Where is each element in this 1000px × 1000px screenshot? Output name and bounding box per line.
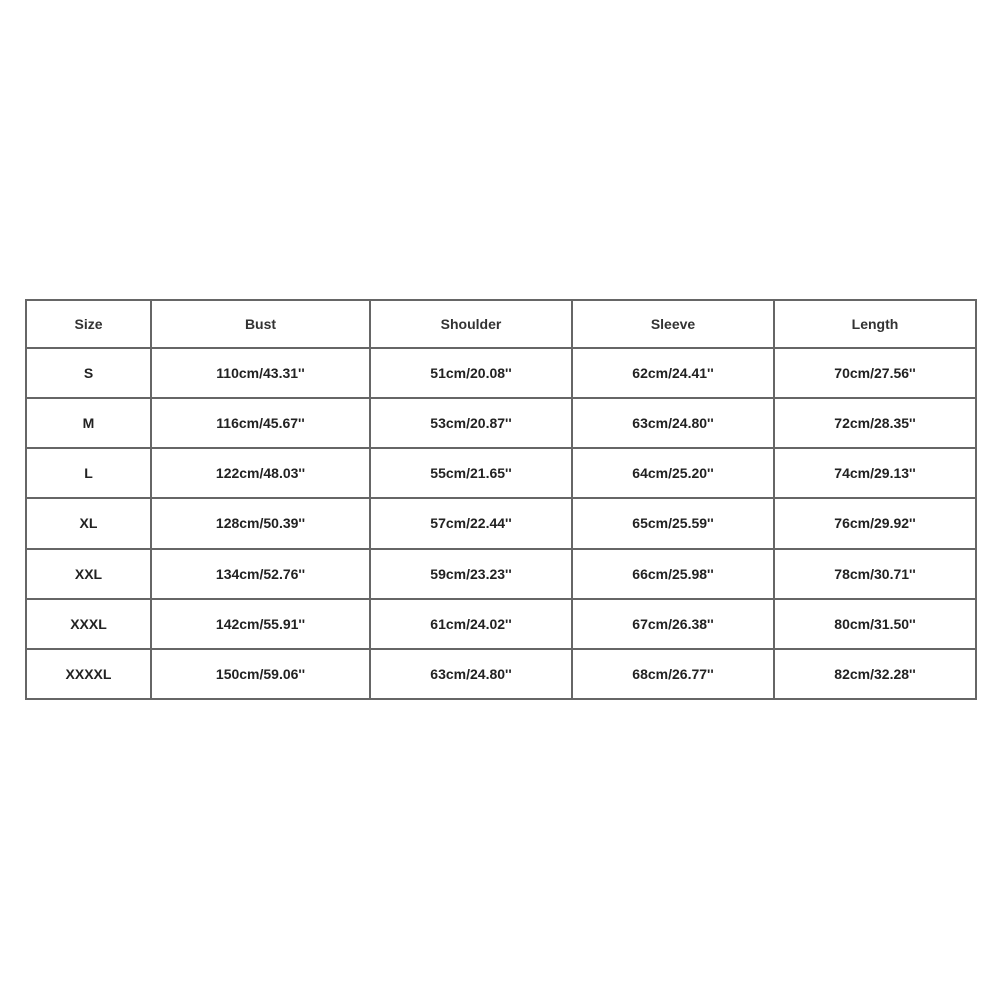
shoulder-cell: 51cm/20.08'' (370, 348, 572, 398)
bust-cell: 142cm/55.91'' (151, 599, 370, 649)
sleeve-cell: 64cm/25.20'' (572, 448, 774, 498)
bust-cell: 128cm/50.39'' (151, 498, 370, 548)
size-cell: XXL (26, 549, 151, 599)
sleeve-cell: 63cm/24.80'' (572, 398, 774, 448)
sleeve-cell: 66cm/25.98'' (572, 549, 774, 599)
bust-cell: 116cm/45.67'' (151, 398, 370, 448)
sleeve-cell: 62cm/24.41'' (572, 348, 774, 398)
size-cell: XL (26, 498, 151, 548)
sleeve-cell: 68cm/26.77'' (572, 649, 774, 699)
shoulder-cell: 59cm/23.23'' (370, 549, 572, 599)
shoulder-cell: 55cm/21.65'' (370, 448, 572, 498)
bust-cell: 110cm/43.31'' (151, 348, 370, 398)
size-cell: S (26, 348, 151, 398)
shoulder-cell: 53cm/20.87'' (370, 398, 572, 448)
table-row (26, 649, 976, 699)
length-cell: 80cm/31.50'' (774, 599, 976, 649)
length-cell: 76cm/29.92'' (774, 498, 976, 548)
size-cell: M (26, 398, 151, 448)
size-cell: L (26, 448, 151, 498)
shoulder-cell: 57cm/22.44'' (370, 498, 572, 548)
table-row (26, 498, 976, 548)
sleeve-cell: 67cm/26.38'' (572, 599, 774, 649)
table-row (26, 348, 976, 398)
header-shoulder: Shoulder (370, 300, 572, 348)
bust-cell: 134cm/52.76'' (151, 549, 370, 599)
table-header-row (26, 300, 976, 348)
length-cell: 72cm/28.35'' (774, 398, 976, 448)
header-sleeve: Sleeve (572, 300, 774, 348)
header-size: Size (26, 300, 151, 348)
table-row (26, 599, 976, 649)
header-length: Length (774, 300, 976, 348)
size-cell: XXXXL (26, 649, 151, 699)
length-cell: 70cm/27.56'' (774, 348, 976, 398)
length-cell: 74cm/29.13'' (774, 448, 976, 498)
shoulder-cell: 63cm/24.80'' (370, 649, 572, 699)
sleeve-cell: 65cm/25.59'' (572, 498, 774, 548)
length-cell: 82cm/32.28'' (774, 649, 976, 699)
header-bust: Bust (151, 300, 370, 348)
size-cell: XXXL (26, 599, 151, 649)
table-row (26, 398, 976, 448)
bust-cell: 122cm/48.03'' (151, 448, 370, 498)
length-cell: 78cm/30.71'' (774, 549, 976, 599)
shoulder-cell: 61cm/24.02'' (370, 599, 572, 649)
table-row (26, 448, 976, 498)
size-chart-table (25, 299, 977, 700)
bust-cell: 150cm/59.06'' (151, 649, 370, 699)
table-row (26, 549, 976, 599)
